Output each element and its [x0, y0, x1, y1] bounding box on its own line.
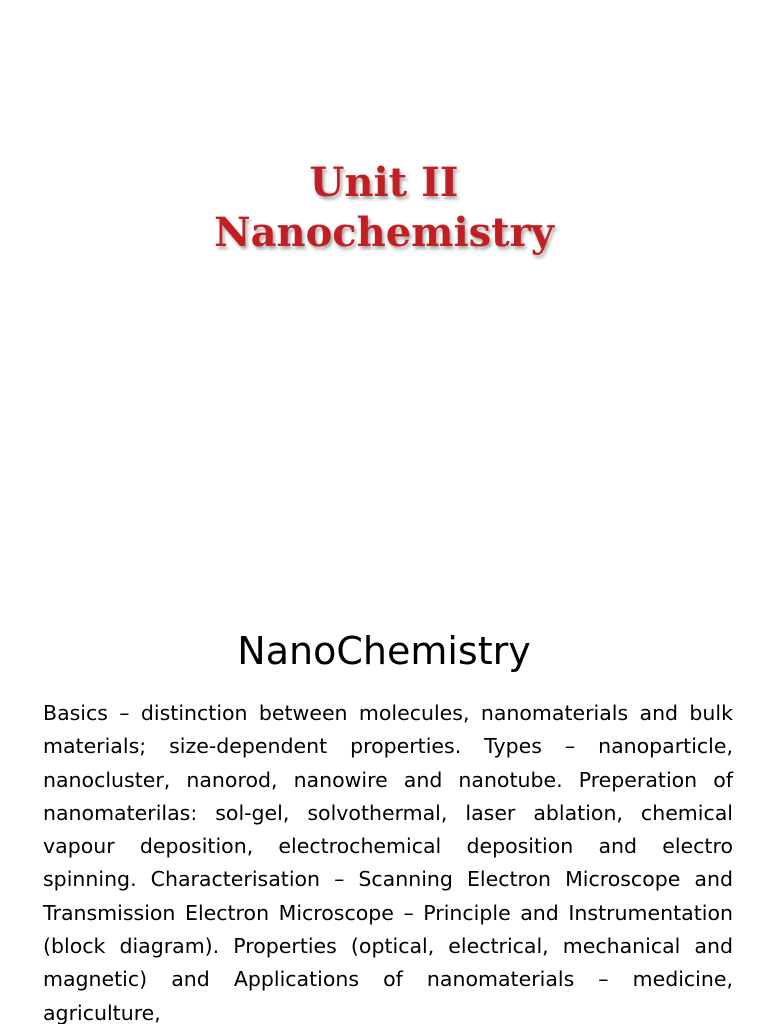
- title-line-topic: Nanochemistry: [214, 209, 554, 256]
- slide-heading: NanoChemistry: [237, 629, 531, 673]
- content-slide: [0, 576, 768, 1024]
- title-line-unit: Unit II: [309, 159, 459, 206]
- slide-body-text: Basics – distinction between molecules, nanomaterials and bulk materials; size-dependent properties. Types – nanoparticle, nanocluster, nanorod, nanowire and nanotube. Preperation of nanomaterilas: sol-gel, solvothermal, laser ablation, chemical vapour deposition, electrochemical deposition and electro spinning. Characterisation – Scanning Electron Microscope and Transmission Electron Microscope – Principle and Instrumentation (block diagram). Properties (optical, electrical, mechanical and magnetic) and Applications of nanomaterials – medicine, agriculture,: [43, 701, 733, 1024]
- slide-title: [0, 158, 768, 258]
